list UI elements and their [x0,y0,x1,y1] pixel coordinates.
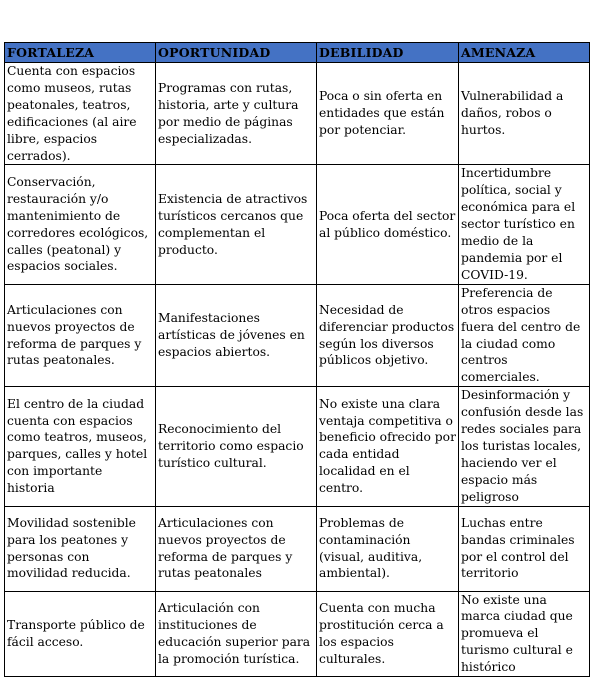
cell-amenaza: No existe una marca ciudad que promueva el turismo cultural e histórico [459,591,590,677]
cell-oportunidad: Articulaciones con nuevos proyectos de reforma de parques y rutas peatonales [156,506,317,591]
table-row [5,165,590,284]
cell-amenaza: Desinformación y confusión desde las redes sociales para los turistas locales, haciendo ver el espacio más peligroso [459,387,590,506]
table-row [5,506,590,591]
cell-fortaleza: Conservación, restauración y/o mantenimiento de corredores ecológicos, calles (peatonal) y espacios sociales. [5,165,156,284]
cell-debilidad: Poca o sin oferta en entidades que están por potenciar. [317,63,459,165]
cell-oportunidad: Reconocimiento del territorio como espacio turístico cultural. [156,387,317,506]
cell-debilidad: No existe una clara ventaja competitiva o beneficio ofrecido por cada entidad localidad en el centro. [317,387,459,506]
table-row [5,387,590,506]
cell-amenaza: Incertidumbre política, social y económica para el sector turístico en medio de la pandemia por el COVID-19. [459,165,590,284]
cell-debilidad: Poca oferta del sector al público doméstico. [317,165,459,284]
cell-fortaleza: Movilidad sostenible para los peatones y personas con movilidad reducida. [5,506,156,591]
cell-amenaza: Luchas entre bandas criminales por el control del territorio [459,506,590,591]
cell-amenaza: Vulnerabilidad a daños, robos o hurtos. [459,63,590,165]
cell-debilidad: Problemas de contaminación (visual, auditiva, ambiental). [317,506,459,591]
cell-oportunidad: Programas con rutas, historia, arte y cultura por medio de páginas especializadas. [156,63,317,165]
table-row [5,284,590,386]
cell-amenaza: Preferencia de otros espacios fuera del centro de la ciudad como centros comerciales. [459,284,590,386]
cell-fortaleza: Transporte público de fácil acceso. [5,591,156,677]
cell-oportunidad: Articulación con instituciones de educación superior para la promoción turística. [156,591,317,677]
swot-table [4,42,590,677]
cell-oportunidad: Existencia de atractivos turísticos cercanos que complementan el producto. [156,165,317,284]
cell-fortaleza: El centro de la ciudad cuenta con espacios como teatros, museos, parques, calles y hotel con importante historia [5,387,156,506]
table-row [5,591,590,677]
header-row [5,43,590,63]
table-row [5,63,590,165]
header-amenaza: AMENAZA [459,43,590,63]
cell-fortaleza: Cuenta con espacios como museos, rutas peatonales, teatros, edificaciones (al aire libre, espacios cerrados). [5,63,156,165]
cell-debilidad: Cuenta con mucha prostitución cerca a los espacios culturales. [317,591,459,677]
cell-fortaleza: Articulaciones con nuevos proyectos de reforma de parques y rutas peatonales. [5,284,156,386]
header-fortaleza: FORTALEZA [5,43,156,63]
cell-debilidad: Necesidad de diferenciar productos según los diversos públicos objetivo. [317,284,459,386]
header-oportunidad: OPORTUNIDAD [156,43,317,63]
header-debilidad: DEBILIDAD [317,43,459,63]
cell-oportunidad: Manifestaciones artísticas de jóvenes en espacios abiertos. [156,284,317,386]
